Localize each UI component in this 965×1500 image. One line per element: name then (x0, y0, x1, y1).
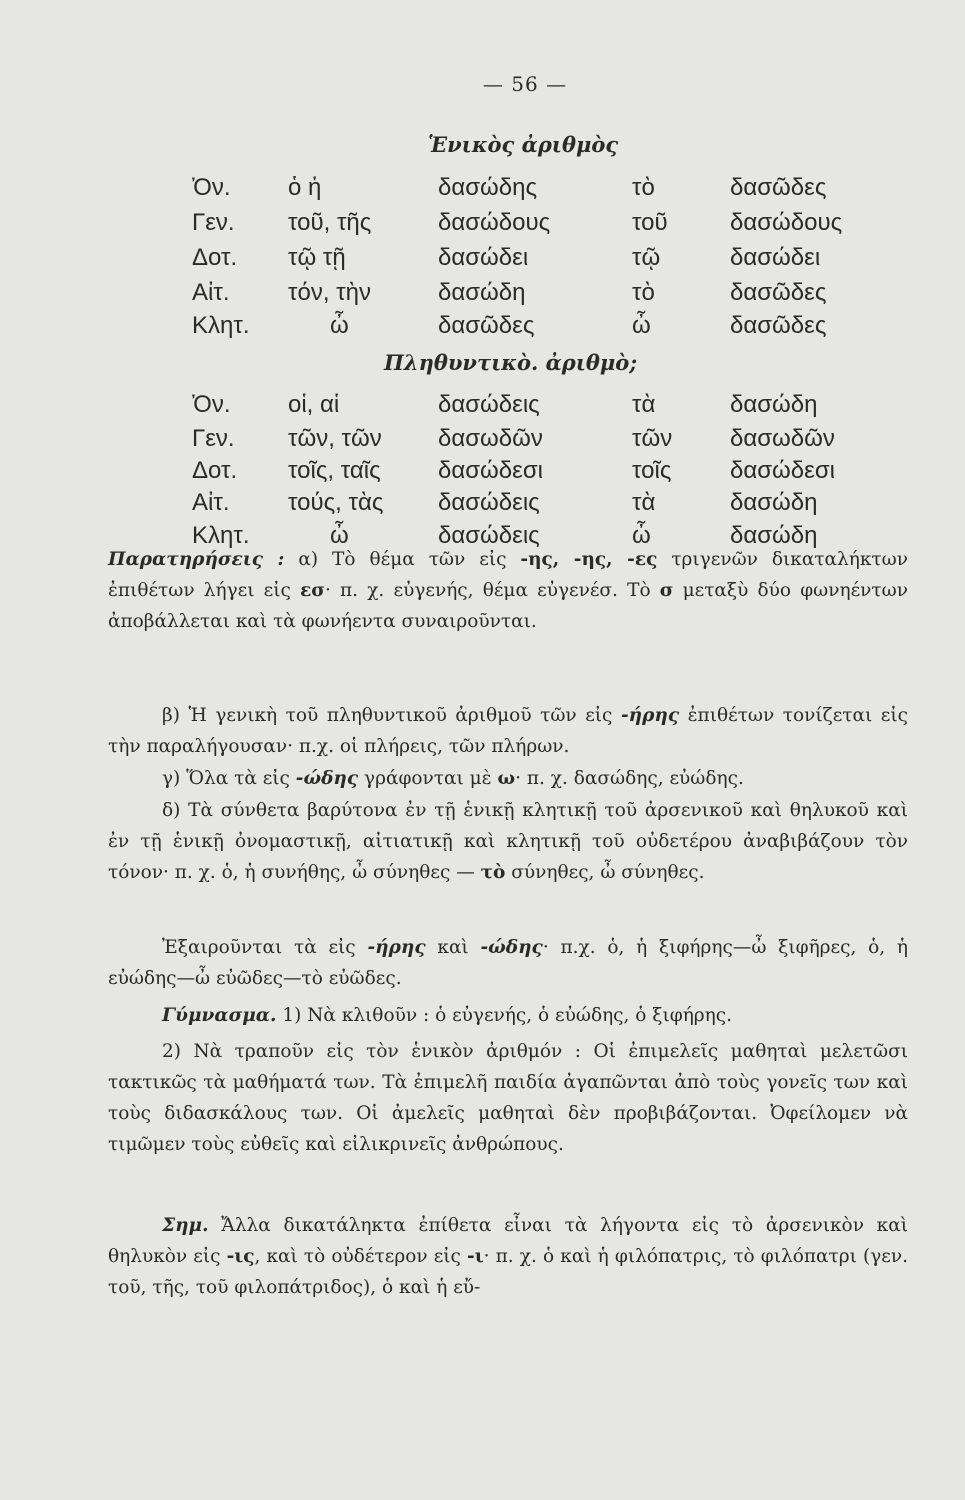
article-neuter: τοῖς (632, 457, 672, 484)
case-label: Κλητ. (192, 522, 250, 549)
form-neuter: δασωδῶν (730, 425, 835, 452)
table-row (0, 391, 965, 427)
case-label: Δοτ. (192, 244, 238, 271)
article-masc-fem: τῶν, τῶν (288, 425, 382, 452)
table-row (0, 209, 965, 245)
case-label: Κλητ. (192, 312, 250, 339)
ending-text: τὸ (480, 862, 506, 883)
article-neuter: τοῦ (632, 209, 668, 236)
article-masc-fem: οἱ, αἱ (288, 391, 340, 418)
form-neuter: δασώδη (730, 522, 818, 549)
ending-text: σ (659, 580, 674, 601)
form-neuter: δασῶδες (730, 174, 827, 201)
exercise-text: 1) Νὰ κλιθοῦν : ὁ εὐγενής, ὁ εὐώδης, ὁ ξιφήρης. (276, 1005, 732, 1026)
table-row (0, 457, 965, 493)
remark-text: μεταξὺ δύο φωνηέντων ἀποβάλλεται καὶ τὰ φωνήεντα συναιροῦνται. (108, 580, 908, 632)
remark-text: καὶ (425, 937, 481, 958)
note (108, 1210, 908, 1303)
case-label: Γεν. (192, 209, 235, 236)
ending-text: -ώδης (295, 768, 359, 789)
article-masc-fem: τῷ τῇ (288, 244, 346, 271)
table-row (0, 425, 965, 461)
exercise-1 (108, 1000, 908, 1031)
article-neuter: τὰ (632, 391, 656, 418)
form-masc-fem: δασώδης (438, 174, 538, 201)
remark-text: α) Τὸ θέμα τῶν εἰς (284, 549, 521, 570)
form-neuter: δασώδεσι (730, 457, 835, 484)
form-neuter: δασώδη (730, 489, 818, 516)
table-row (0, 489, 965, 525)
remark-text: σύνηθες, ὦ σύνηθες. (505, 862, 705, 883)
form-neuter: δασῶδες (730, 312, 827, 339)
note-text: Ἄλλα δικατάληκτα ἐπίθετα εἶναι τὰ λήγοντα εἰς τὸ ἀρσενικὸν καὶ θηλυκὸν εἰς (108, 1215, 908, 1267)
ending-text: -ης, -ης, -ες (520, 549, 658, 570)
article-masc-fem: τούς, τὰς (288, 489, 384, 516)
exercise-label: Γύμνασμα. (162, 1005, 277, 1026)
form-masc-fem: δασώδη (438, 279, 526, 306)
remark-exceptions (108, 932, 908, 994)
form-masc-fem: δασώδεις (438, 522, 540, 549)
form-masc-fem: δασῶδες (438, 312, 535, 339)
note-text: · π. χ. ὁ καὶ ἡ φιλόπατρις, τὸ φιλόπατρι (γεν. τοῦ, τῆς, τοῦ φιλοπάτριδος), ὁ καὶ ἡ εὔ- (108, 1246, 908, 1298)
ending-text: -ήρης (620, 705, 680, 726)
remark-text: · π. χ. εὐγενής, θέμα εὐγενέσ. Τὸ (324, 580, 660, 601)
remark-d (108, 795, 908, 888)
plural-heading: Πληθυντικὸ. ἀριθμὸ; (384, 350, 638, 375)
form-masc-fem: δασώδους (438, 209, 551, 236)
ending-text: ω (497, 768, 516, 789)
article-masc-fem: ὦ (330, 312, 349, 339)
case-label: Γεν. (192, 425, 235, 452)
remark-text: β) Ἡ γενικὴ τοῦ πληθυντικοῦ ἀριθμοῦ τῶν εἰς (162, 705, 621, 726)
form-masc-fem: δασώδει (438, 244, 529, 271)
case-label: Δοτ. (192, 457, 238, 484)
remark-text: · π.χ. ὁ, ἡ ξιφήρης—ὦ ξιφῆρες, ὁ, ἡ εὐώδης—ὦ εὐῶδες—τὸ εὐῶδες. (108, 937, 909, 989)
article-masc-fem: τοῖς, ταῖς (288, 457, 381, 484)
article-masc-fem: τοῦ, τῆς (288, 209, 372, 236)
ending-text: -ήρης (367, 937, 426, 958)
remark-text: δ) Τὰ σύνθετα βαρύτονα ἐν τῇ ἑνικῇ κλητικῇ τοῦ ἀρσενικοῦ καὶ θηλυκοῦ καὶ ἐν τῇ ἑνικῇ ὀνομαστικῇ, αἰτιατικῇ καὶ κλητικῇ τοῦ οὐδετέρου ἀναβιβάζουν τὸν τόνον· π. χ. ὁ, ἡ συνήθης, ὦ σύνηθες — (108, 800, 908, 883)
remarks-label: Παρατηρήσεις : (108, 549, 285, 570)
article-masc-fem: ὁ ἡ (288, 174, 322, 201)
article-neuter: ὦ (632, 312, 651, 339)
remark-text: τριγενῶν δικαταλήκτων ἐπιθέτων λήγει εἰς (108, 549, 908, 601)
article-neuter: τὸ (632, 174, 655, 201)
table-row (0, 279, 965, 315)
remark-c (108, 763, 908, 794)
ending-text: -ις (226, 1246, 255, 1267)
article-neuter: τῷ (632, 244, 661, 271)
article-neuter: τῶν (632, 425, 673, 452)
remark-text: γράφονται μὲ (358, 768, 498, 789)
form-masc-fem: δασωδῶν (438, 425, 543, 452)
table-row (0, 244, 965, 280)
remark-a (108, 544, 908, 637)
form-masc-fem: δασώδεσι (438, 457, 543, 484)
form-neuter: δασῶδες (730, 279, 827, 306)
case-label: Αἰτ. (192, 489, 230, 516)
table-row (0, 174, 965, 210)
note-label: Σημ. (162, 1215, 209, 1236)
remark-b (108, 700, 908, 762)
article-masc-fem: τόν, τὴν (288, 279, 371, 306)
article-neuter: ὦ (632, 522, 651, 549)
form-neuter: δασώδει (730, 244, 821, 271)
form-neuter: δασώδη (730, 391, 818, 418)
ending-text: -ι (467, 1246, 484, 1267)
form-masc-fem: δασώδεις (438, 489, 540, 516)
article-masc-fem: ὦ (330, 522, 349, 549)
remark-text: · π. χ. δασώδης, εὐώδης. (515, 768, 744, 789)
case-label: Αἰτ. (192, 279, 230, 306)
case-label: Ὀν. (192, 174, 231, 201)
ending-text: εσ (300, 580, 325, 601)
table-row (0, 312, 965, 348)
ending-text: -ώδης (480, 937, 543, 958)
article-neuter: τὸ (632, 279, 655, 306)
remark-text: Ἐξαιροῦνται τὰ εἰς (162, 937, 368, 958)
exercise-2: 2) Νὰ τραποῦν εἰς τὸν ἑνικὸν ἀριθμόν : Οἱ ἐπιμελεῖς μαθηταὶ μελετῶσι τακτικῶς τὰ μαθήματά των. Τὰ ἐπιμελῆ παιδία ἀγαπῶνται ἀπὸ τοὺς γονεῖς των καὶ τοὺς διδασκάλους των. Οἱ ἀμελεῖς μαθηταὶ δὲν προβιβάζονται. Ὀφείλομεν νὰ τιμῶμεν τοὺς εὐθεῖς καὶ εἰλικρινεῖς ἀνθρώπους. (108, 1041, 908, 1155)
note-text: , καὶ τὸ οὐδέτερον εἰς (254, 1246, 468, 1267)
remark-text: γ) Ὅλα τὰ εἰς (162, 768, 296, 789)
remark-text: ἐπιθέτων τονίζεται εἰς τὴν παραλήγουσαν· π.χ. οἱ πλήρεις, τῶν πλήρων. (108, 705, 908, 757)
form-masc-fem: δασώδεις (438, 391, 540, 418)
form-neuter: δασώδους (730, 209, 843, 236)
article-neuter: τὰ (632, 489, 656, 516)
case-label: Ὀν. (192, 391, 231, 418)
singular-heading: Ἑνικὸς ἀριθμὸς (428, 132, 619, 157)
page-number: — 56 — (482, 72, 568, 96)
